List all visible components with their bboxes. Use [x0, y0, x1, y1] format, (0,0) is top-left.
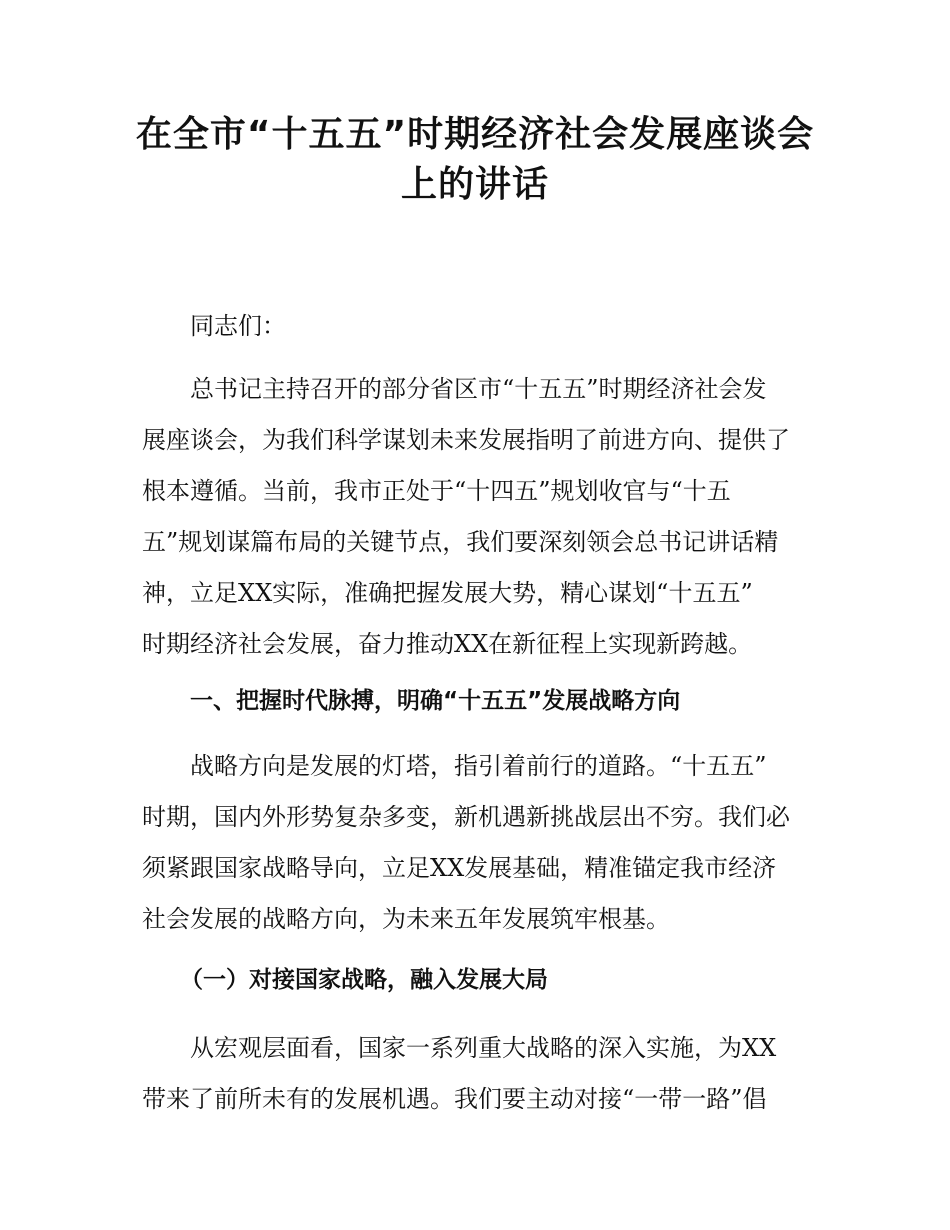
text-line: 根本遵循。当前，我市正处于“十四五”规划收官与“十五: [142, 477, 731, 505]
title-line: 上的讲话: [400, 164, 549, 205]
greeting: 同志们：: [190, 312, 286, 340]
intro-paragraph: [142, 371, 822, 677]
text-line: 总书记主持召开的部分省区市“十五五”时期经济社会发: [190, 375, 767, 403]
text-line: 从宏观层面看，国家一系列重大战略的深入实施，为XX: [190, 1034, 777, 1062]
section-paragraph: [142, 748, 822, 952]
text-line: 带来了前所未有的发展机遇。我们要主动对接“一带一路”倡: [142, 1085, 767, 1113]
text-line: 神，立足XX实际，准确把握发展大势，精心谋划“十五五”: [142, 579, 753, 607]
document-title: [120, 110, 830, 210]
text-line: 社会发展的战略方向，为未来五年发展筑牢根基。: [142, 905, 670, 933]
title-line: 在全市“十五五”时期经济社会发展座谈会: [135, 114, 815, 155]
subsection-heading: （一）对接国家战略，融入发展大局: [180, 967, 548, 993]
text-line: 展座谈会，为我们科学谋划未来发展指明了前进方向、提供了: [142, 426, 790, 454]
text-line: 战略方向是发展的灯塔，指引着前行的道路。“十五五”: [190, 752, 767, 780]
text-line: 须紧跟国家战略导向，立足XX发展基础，精准锚定我市经济: [142, 854, 777, 882]
section-heading: 一、把握时代脉搏，明确“十五五”发展战略方向: [190, 688, 681, 714]
text-line: 时期，国内外形势复杂多变，新机遇新挑战层出不穷。我们必: [142, 803, 790, 831]
subsection-paragraph: [142, 1030, 822, 1132]
text-line: 时期经济社会发展，奋力推动XX在新征程上实现新跨越。: [142, 630, 753, 658]
text-line: 五”规划谋篇布局的关键节点，我们要深刻领会总书记讲话精: [142, 528, 779, 556]
